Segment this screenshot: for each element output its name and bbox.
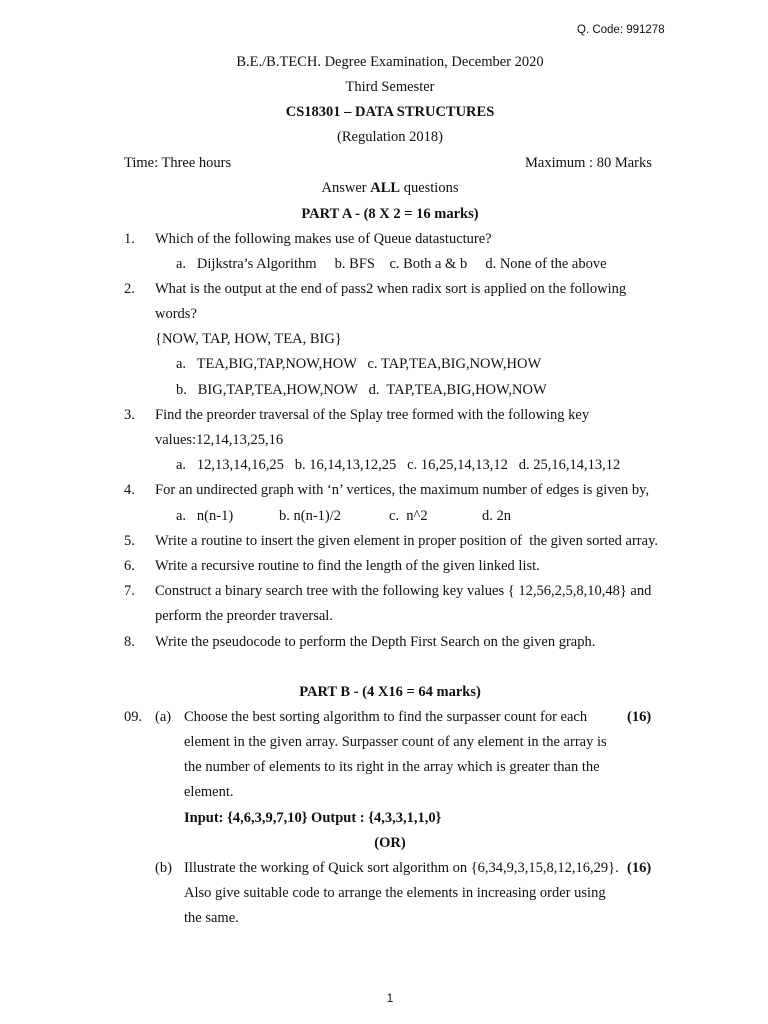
q4-option-d: d. 2n xyxy=(482,508,511,524)
q7-number: 7. xyxy=(124,583,135,599)
q9a-text-line3: the number of elements to its right in the array which is greater than the xyxy=(184,759,600,775)
q2-text-line1: What is the output at the end of pass2 when radix sort is applied on the following xyxy=(155,281,627,297)
exam-title: B.E./B.TECH. Degree Examination, December 2020 xyxy=(236,54,544,70)
part-b-title: PART B - (4 X16 = 64 marks) xyxy=(299,684,481,700)
q5-text: Write a routine to insert the given element in proper position of the given sorted array. xyxy=(155,533,659,549)
q3-options: a. 12,13,14,16,25 b. 16,14,13,12,25 c. 16,25,14,13,12 d. 25,16,14,13,12 xyxy=(176,457,621,473)
q4-option-a: a. n(n-1) xyxy=(176,508,234,524)
q8-text: Write the pseudocode to perform the Depth First Search on the given graph. xyxy=(155,634,596,650)
exam-duration: Time: Three hours xyxy=(124,155,232,171)
q9a-text-line2: element in the given array. Surpasser count of any element in the array is xyxy=(184,734,607,750)
q2-text-line2: words? xyxy=(155,306,197,322)
q9b-text-line3: the same. xyxy=(184,910,239,926)
q1-options: a. Dijkstra’s Algorithm b. BFS c. Both a & b d. None of the above xyxy=(176,256,607,272)
q3-number: 3. xyxy=(124,407,135,423)
q9b-marks: (16) xyxy=(627,860,652,876)
maximum-marks: Maximum : 80 Marks xyxy=(525,155,652,171)
q8-number: 8. xyxy=(124,634,135,650)
q9a-input-output: Input: {4,6,3,9,7,10} Output : {4,3,3,1,1,0} xyxy=(184,810,442,826)
q9b-label: (b) xyxy=(155,860,172,876)
page-number: 1 xyxy=(386,991,394,1005)
q2-word-set: {NOW, TAP, HOW, TEA, BIG} xyxy=(155,331,342,347)
q3-text-line1: Find the preorder traversal of the Splay tree formed with the following key xyxy=(155,407,590,423)
q2-number: 2. xyxy=(124,281,135,297)
q6-text: Write a recursive routine to find the length of the given linked list. xyxy=(155,558,540,574)
q9a-text-line1: Choose the best sorting algorithm to find the surpasser count for each xyxy=(184,709,588,725)
regulation: (Regulation 2018) xyxy=(337,129,443,145)
q7-text-line2: perform the preorder traversal. xyxy=(155,608,333,624)
semester: Third Semester xyxy=(345,79,435,95)
q1-number: 1. xyxy=(124,231,135,247)
q9b-text-line2: Also give suitable code to arrange the elements in increasing order using xyxy=(184,885,606,901)
instruction: Answer ALL questions xyxy=(321,180,459,196)
or-separator: (OR) xyxy=(374,835,406,851)
q2-options-row2: b. BIG,TAP,TEA,HOW,NOW d. TAP,TEA,BIG,HOW,NOW xyxy=(176,382,547,398)
course-title: CS18301 – DATA STRUCTURES xyxy=(285,104,495,120)
q9a-label: (a) xyxy=(155,709,172,725)
q6-number: 6. xyxy=(124,558,135,574)
question-code: Q. Code: 991278 xyxy=(577,24,665,36)
q9a-text-line4: element. xyxy=(184,784,234,800)
q9a-marks: (16) xyxy=(627,709,652,725)
q1-text: Which of the following makes use of Queue datastucture? xyxy=(155,231,492,247)
q9b-text-line1: Illustrate the working of Quick sort algorithm on {6,34,9,3,15,8,12,16,29}. xyxy=(184,860,619,876)
q4-number: 4. xyxy=(124,482,135,498)
q2-options-row1: a. TEA,BIG,TAP,NOW,HOW c. TAP,TEA,BIG,NOW,HOW xyxy=(176,356,542,372)
q4-option-c: c. n^2 xyxy=(389,508,428,524)
q3-text-line2: values:12,14,13,25,16 xyxy=(155,432,284,448)
q7-text-line1: Construct a binary search tree with the following key values { 12,56,2,5,8,10,48} and xyxy=(155,583,652,599)
q5-number: 5. xyxy=(124,533,135,549)
part-a-title: PART A - (8 X 2 = 16 marks) xyxy=(301,206,479,222)
q4-text: For an undirected graph with ‘n’ vertices, the maximum number of edges is given by, xyxy=(155,482,650,498)
q9-number: 09. xyxy=(124,709,143,725)
q4-option-b: b. n(n-1)/2 xyxy=(279,508,342,524)
